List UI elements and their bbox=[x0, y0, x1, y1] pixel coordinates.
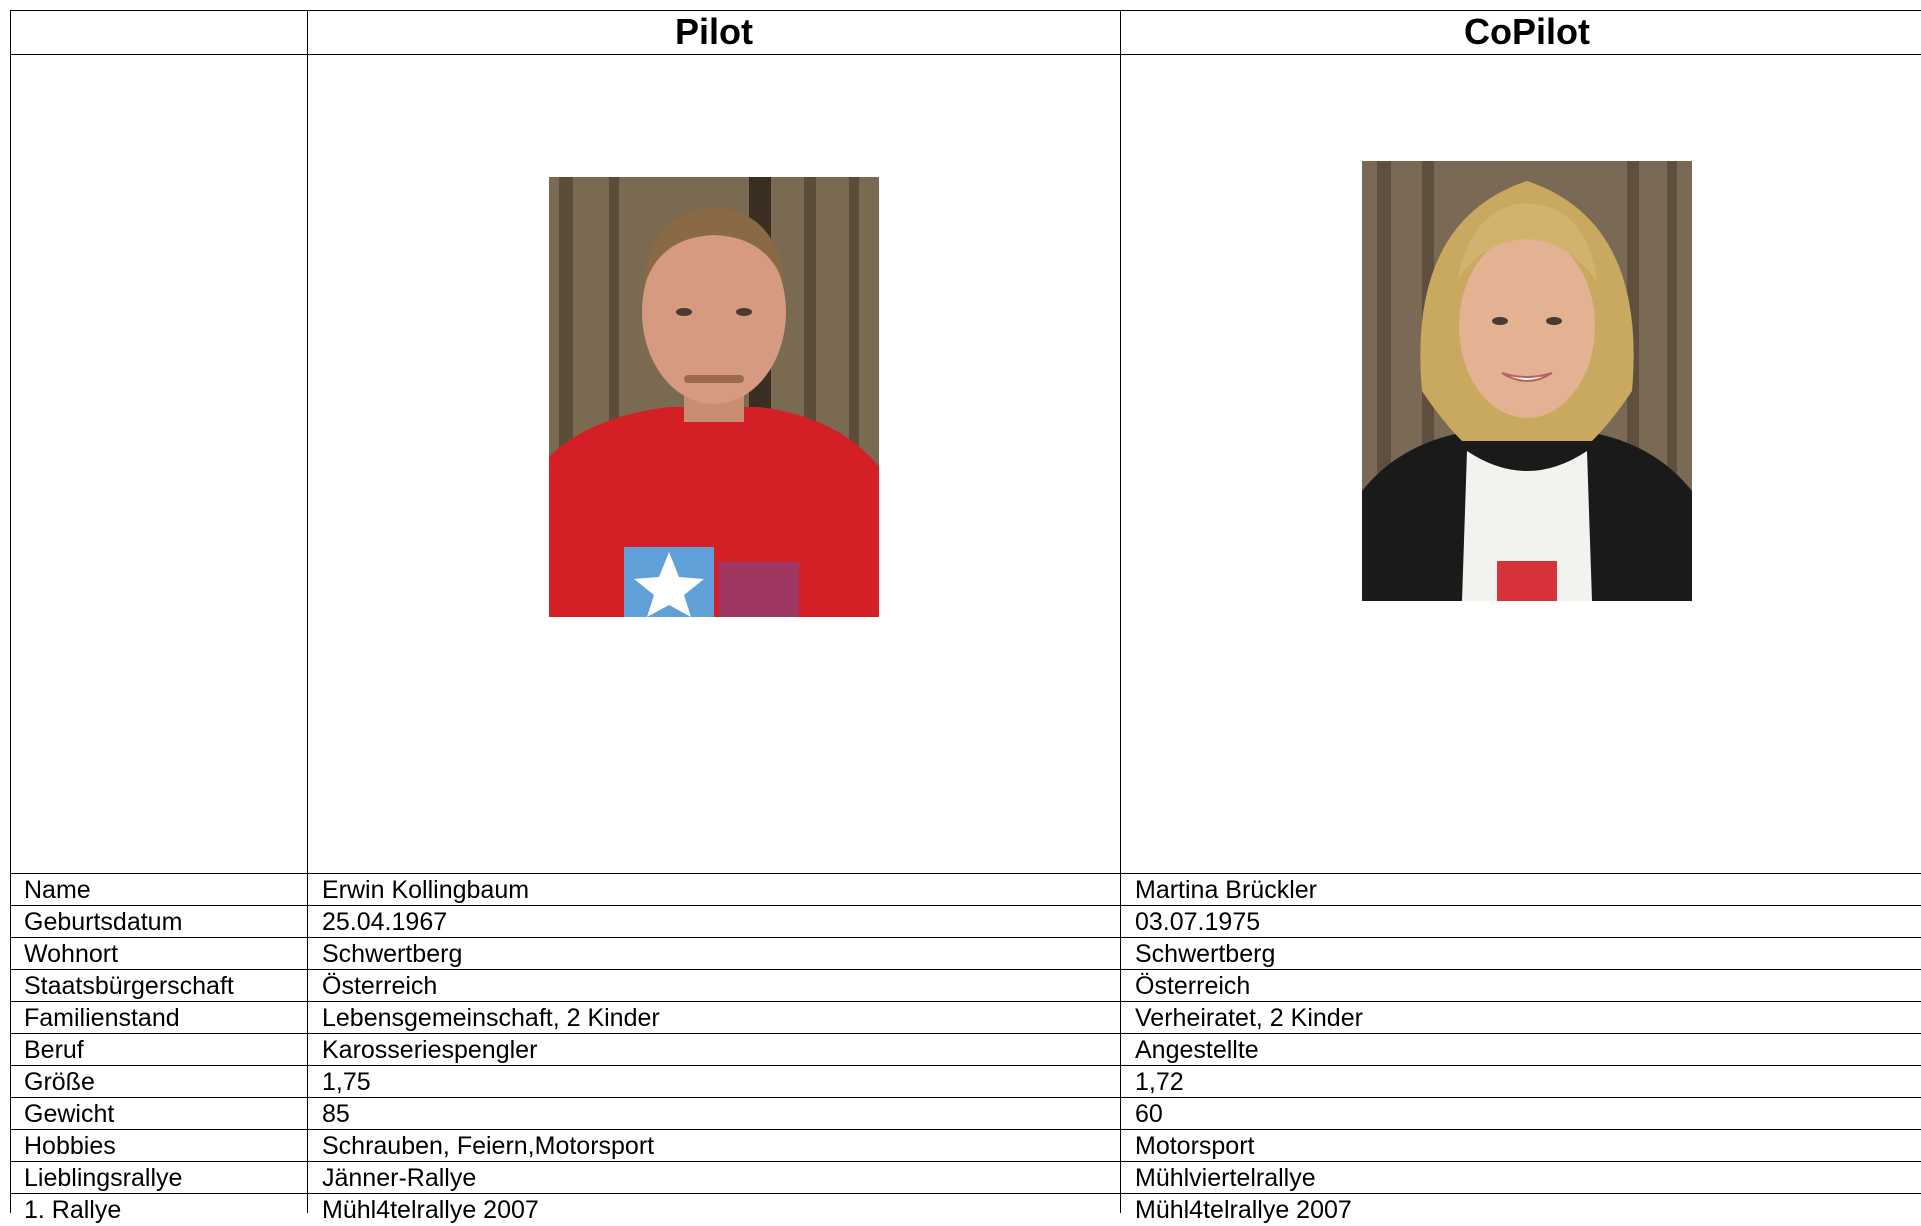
copilot-header: CoPilot bbox=[1464, 11, 1590, 52]
row-label: Wohnort bbox=[24, 940, 119, 968]
pilot-value: Schrauben, Feiern,Motorsport bbox=[322, 1132, 655, 1160]
row-divider bbox=[10, 969, 1921, 970]
pilot-value: 25.04.1967 bbox=[322, 908, 448, 936]
row-label: 1. Rallye bbox=[24, 1196, 122, 1224]
pilot-value: 85 bbox=[322, 1100, 350, 1128]
copilot-value: 60 bbox=[1135, 1100, 1163, 1128]
copilot-value: Martina Brückler bbox=[1135, 876, 1317, 904]
profile-table bbox=[10, 10, 1921, 1224]
column-divider-1 bbox=[307, 10, 308, 1213]
copilot-value: 03.07.1975 bbox=[1135, 908, 1261, 936]
column-divider-2 bbox=[1120, 10, 1121, 1213]
row-divider bbox=[10, 905, 1921, 906]
pilot-value: Erwin Kollingbaum bbox=[322, 876, 530, 904]
row-label: Name bbox=[24, 876, 91, 904]
pilot-value: Mühl4telrallye 2007 bbox=[322, 1196, 539, 1224]
copilot-value: Angestellte bbox=[1135, 1036, 1259, 1064]
copilot-photo bbox=[1362, 161, 1692, 601]
pilot-value: Karosseriespengler bbox=[322, 1036, 538, 1064]
row-label: Gewicht bbox=[24, 1100, 115, 1128]
row-label: Staatsbürgerschaft bbox=[24, 972, 234, 1000]
pilot-value: Jänner-Rallye bbox=[322, 1164, 477, 1192]
row-divider bbox=[10, 1129, 1921, 1130]
copilot-value: Mühlviertelrallye bbox=[1135, 1164, 1316, 1192]
row-label: Geburtsdatum bbox=[24, 908, 183, 936]
copilot-value: Mühl4telrallye 2007 bbox=[1135, 1196, 1352, 1224]
pilot-value: Schwertberg bbox=[322, 940, 463, 968]
row-divider bbox=[10, 1097, 1921, 1098]
row-divider bbox=[10, 1161, 1921, 1162]
table-border-left bbox=[10, 10, 11, 1213]
pilot-header: Pilot bbox=[675, 11, 753, 52]
photo-divider bbox=[10, 873, 1921, 874]
row-divider bbox=[10, 1001, 1921, 1002]
row-divider bbox=[10, 1033, 1921, 1034]
copilot-value: 1,72 bbox=[1135, 1068, 1184, 1096]
copilot-value: Motorsport bbox=[1135, 1132, 1255, 1160]
copilot-value: Österreich bbox=[1135, 972, 1251, 1000]
row-label: Größe bbox=[24, 1068, 95, 1096]
pilot-photo bbox=[549, 177, 879, 617]
row-divider bbox=[10, 937, 1921, 938]
pilot-value: Österreich bbox=[322, 972, 438, 1000]
header-divider bbox=[10, 54, 1921, 55]
row-divider bbox=[10, 1065, 1921, 1066]
row-label: Familienstand bbox=[24, 1004, 180, 1032]
pilot-value: Lebensgemeinschaft, 2 Kinder bbox=[322, 1004, 660, 1032]
row-label: Hobbies bbox=[24, 1132, 116, 1160]
copilot-value: Verheiratet, 2 Kinder bbox=[1135, 1004, 1363, 1032]
row-divider bbox=[10, 1193, 1921, 1194]
copilot-value: Schwertberg bbox=[1135, 940, 1276, 968]
pilot-value: 1,75 bbox=[322, 1068, 371, 1096]
row-label: Beruf bbox=[24, 1036, 84, 1064]
row-label: Lieblingsrallye bbox=[24, 1164, 183, 1192]
